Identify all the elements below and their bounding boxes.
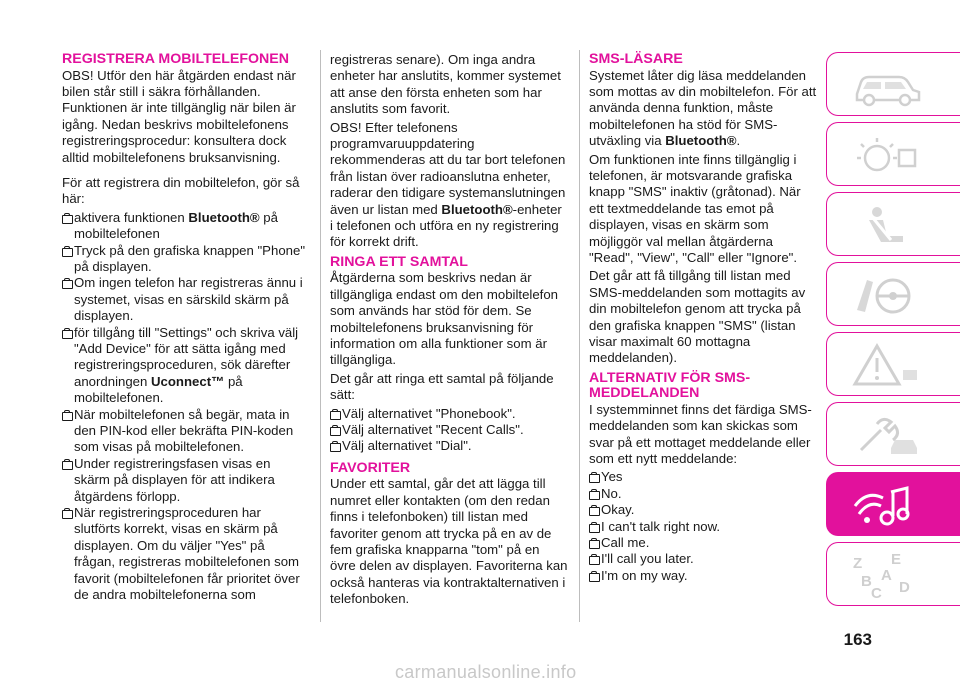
list-item: No.: [589, 486, 817, 502]
column-2: [330, 52, 568, 610]
list-item: Call me.: [589, 535, 817, 551]
index-letters-icon: [847, 550, 927, 600]
list-item: Om ingen telefon har registreras ännu i systemet, visas en särskild skärm på displayen.: [62, 275, 309, 324]
list-item: Tryck på den grafiska knappen "Phone" på displayen.: [62, 243, 309, 276]
svg-text:B: B: [861, 573, 872, 590]
column-divider: [320, 50, 321, 622]
list-item: När mobiltelefonen så begär, mata in den PIN-kod eller bekräfta PIN-koden som visas på mobiltelefonen.: [62, 407, 309, 456]
tab-seat-safety[interactable]: [826, 192, 960, 256]
paragraph: I systemminnet finns det färdiga SMS-meddelanden som kan skickas som svar på ett mottaget meddelande eller som ett nytt meddelande:: [589, 401, 812, 467]
svg-text:Z: Z: [853, 555, 863, 572]
list-item: När registreringsproceduren har slutförts korrekt, visas en skärm på displayen. Om du väljer "Yes" på frågan, registreras mobiltelefonen som favorit (mobiltelefonen får prioritet över de andra mobiltelefonerna som: [62, 505, 309, 603]
column-1: [62, 52, 309, 604]
list-item: Under registreringsfasen visas en skärm på displayen för att indikera åtgärdens förlopp.: [62, 456, 309, 505]
paragraph: Under ett samtal, går det att lägga till numret eller kontakten (om den redan finns i telefonboken) till listan med favoriter genom att trycka på en av de fem grafiska knapparna "tom" på en övre delen av displayen. Favoriterna kan också hanteras via kontraktalternativen i telefonboken.: [330, 476, 568, 607]
heading-registrera: REGISTRERA MOBILTELEFONEN: [62, 51, 289, 67]
svg-text:E: E: [891, 551, 902, 568]
tab-maintenance[interactable]: [826, 402, 960, 466]
tab-steering-start[interactable]: [826, 262, 960, 326]
tab-multimedia[interactable]: [826, 472, 960, 536]
paragraph: Det går att ringa ett samtal på följande sätt:: [330, 370, 554, 403]
page-number: 163: [843, 630, 872, 649]
paragraph: Systemet låter dig läsa meddelanden som mottas av din mobiltelefon. För att använda denna funktion, måste mobiltelefonen ha stöd för SMS-utväxling via Bluetooth®.: [589, 67, 817, 149]
tab-car[interactable]: [826, 52, 960, 116]
paragraph: Om funktionen inte finns tillgänglig i telefonen, är motsvarande grafiska knapp "SMS" inaktiv (gråtonad). När ett textmeddelande tas emot på displayen, visas en skärm som möjliggör val mellan åtgärderna "Read", "View", "Call" eller "Ignore".: [589, 151, 801, 265]
seat-safety-icon: [847, 200, 927, 250]
list-item: I'll call you later.: [589, 551, 817, 567]
list-item: Välj alternativet "Recent Calls".: [330, 422, 568, 438]
tab-dashboard-lights[interactable]: [826, 122, 960, 186]
paragraph: För att registrera din mobiltelefon, gör så här:: [62, 174, 300, 207]
heading-alternativ: ALTERNATIV FÖR SMS-MEDDELANDEN: [589, 369, 751, 402]
paragraph: Åtgärderna som beskrivs nedan är tillgängliga endast om den mobiltelefon som används har stöd för dem. Se mobiltelefonens bruksanvisning för information om alla funktioner som är tillgängliga.: [330, 270, 558, 368]
svg-text:A: A: [881, 567, 892, 584]
list-item: I'm on my way.: [589, 568, 817, 584]
car-icon: [847, 60, 927, 110]
list-item: Okay.: [589, 502, 817, 518]
paragraph: OBS! Utför den här åtgärden endast när bilen står still i säkra förhållanden. Funktionen är inte tillgänglig när bilen är igång. Nedan beskrivs mobiltelefonens registreringsprocedur: konsultera dock alltid mobiltelefonens bruksanvisning.: [62, 67, 296, 165]
column-divider: [579, 50, 580, 622]
steering-start-icon: [847, 270, 927, 320]
paragraph: OBS! Efter telefonens programvaruuppdatering rekommenderas att du tar bort telefonen från listan över radioanslutna enheter, raderar den tidigare systemanslutningen även ur listan med Bluetooth®-enheter i telefonen och utföra en ny registrering för korrekt drift.: [330, 119, 566, 250]
heading-sms-lasare: SMS-LÄSARE: [589, 51, 683, 67]
chapter-tabs: [826, 52, 960, 612]
list-item: Välj alternativet "Phonebook".: [330, 406, 568, 422]
paragraph: registreras senare). Om inga andra enheter har anslutits, kommer systemet att anse den första enheten som har anslutits som favorit.: [330, 52, 561, 117]
list-item: Yes: [589, 469, 817, 485]
list-item: aktivera funktionen Bluetooth® på mobiltelefonen: [62, 210, 309, 243]
paragraph: Det går att få tillgång till listan med SMS-meddelanden som mottagits av din mobiltelefon genom att trycka på den grafiska knappen "SMS" (listan visar maximalt 60 mottagna meddelanden).: [589, 268, 806, 366]
column-3: [589, 52, 817, 584]
dashboard-lights-icon: [847, 130, 927, 180]
list-item: I can't talk right now.: [589, 519, 817, 535]
svg-text:D: D: [899, 579, 910, 596]
heading-ringa: RINGA ETT SAMTAL: [330, 253, 468, 270]
warning-triangle-icon: [847, 340, 927, 390]
watermark: carmanualsonline.info: [395, 662, 577, 682]
tab-index[interactable]: [826, 542, 960, 606]
tab-warning[interactable]: [826, 332, 960, 396]
heading-favoriter: FAVORITER: [330, 459, 411, 476]
multimedia-icon: [847, 480, 927, 530]
list-item: för tillgång till "Settings" och skriva välj "Add Device" för att sätta igång med registreringsproceduren, sök därefter anordningen Uconnect™ på mobiltelefonen.: [62, 325, 309, 407]
list-item: Välj alternativet "Dial".: [330, 438, 568, 454]
wrench-car-icon: [847, 410, 927, 460]
svg-text:C: C: [871, 585, 882, 600]
